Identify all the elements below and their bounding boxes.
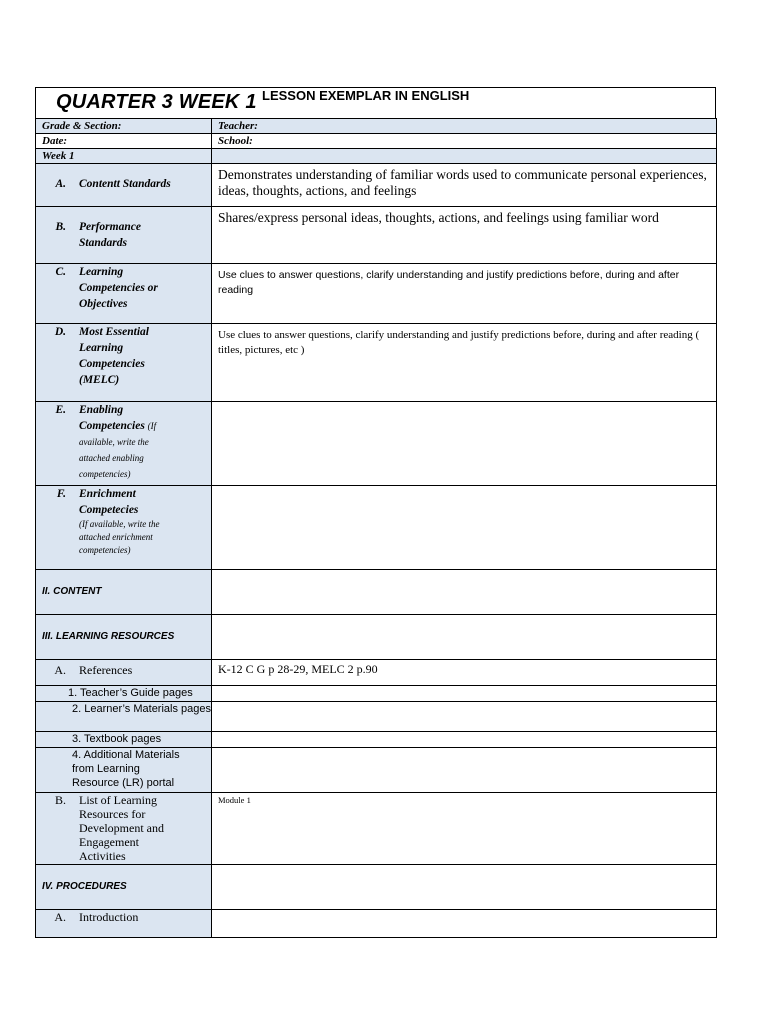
teachers-guide-row — [36, 686, 717, 702]
lesson-exemplar-document — [35, 87, 716, 938]
title-bar — [35, 87, 716, 118]
enabling-competencies-row — [36, 402, 717, 486]
learning-resources-section-row — [36, 615, 717, 660]
week-row — [36, 149, 717, 164]
content-section-row — [36, 570, 717, 615]
additional-materials-row — [36, 748, 717, 793]
content-standards-label-cell: A. Contentt Standards — [36, 164, 212, 207]
lesson-table — [35, 118, 717, 938]
additional-materials-label: 4. Additional Materials from Learning Resource (LR) portal — [36, 748, 212, 793]
references-label-cell: A. References — [36, 660, 212, 686]
textbook-pages-value — [212, 732, 717, 748]
textbook-pages-row — [36, 732, 717, 748]
learners-materials-value — [212, 702, 717, 732]
list-resources-row — [36, 793, 717, 865]
performance-standards-value: Shares/express personal ideas, thoughts, actions, and feelings using familiar word — [212, 207, 717, 264]
grade-section-label: Grade & Section: — [36, 119, 212, 134]
learners-materials-row — [36, 702, 717, 732]
additional-materials-value — [212, 748, 717, 793]
content-standards-row — [36, 164, 717, 207]
week-value — [212, 149, 717, 164]
week-label: Week 1 — [36, 149, 212, 164]
enrichment-competencies-value — [212, 486, 717, 570]
learning-resources-section-value — [212, 615, 717, 660]
introduction-row — [36, 910, 717, 938]
grade-teacher-row — [36, 119, 717, 134]
performance-standards-row — [36, 207, 717, 264]
procedures-section-row — [36, 865, 717, 910]
date-label: Date: — [36, 134, 212, 149]
melc-value: Use clues to answer questions, clarify understanding and justify predictions before, during and after reading ( titles, pictures, etc ) — [212, 324, 717, 402]
references-row — [36, 660, 717, 686]
textbook-pages-label: 3. Textbook pages — [36, 732, 212, 748]
melc-row — [36, 324, 717, 402]
introduction-value — [212, 910, 717, 938]
content-standards-value: Demonstrates understanding of familiar words used to communicate personal experiences, ideas, thoughts, actions, and feelings — [212, 164, 717, 207]
introduction-label-cell: A. Introduction — [36, 910, 212, 938]
procedures-section-label: IV. PROCEDURES — [36, 865, 212, 910]
references-value: K-12 C G p 28-29, MELC 2 p.90 — [212, 660, 717, 686]
teachers-guide-label: 1. Teacher’s Guide pages — [36, 686, 212, 702]
enrichment-competencies-label-cell: F. Enrichment Competecies (If available, write the attached enrichment competencies) — [36, 486, 212, 570]
learning-competencies-label-cell: C. Learning Competencies or Objectives — [36, 264, 212, 324]
content-section-value — [212, 570, 717, 615]
learning-competencies-value: Use clues to answer questions, clarify understanding and justify predictions before, during and after reading — [212, 264, 717, 324]
enrichment-competencies-row — [36, 486, 717, 570]
learners-materials-label: 2. Learner’s Materials pages — [36, 702, 212, 732]
teacher-label: Teacher: — [212, 119, 717, 134]
list-resources-value: Module 1 — [212, 793, 717, 865]
school-label: School: — [212, 134, 717, 149]
date-school-row — [36, 134, 717, 149]
learning-competencies-row — [36, 264, 717, 324]
list-resources-label-cell: B. List of Learning Resources for Development and Engagement Activities — [36, 793, 212, 865]
learning-resources-section-label: III. LEARNING RESOURCES — [36, 615, 212, 660]
melc-label-cell: D. Most Essential Learning Competencies (MELC) — [36, 324, 212, 402]
enabling-competencies-label-cell: E. Enabling Competencies (If available, write the attached enabling competencies) — [36, 402, 212, 486]
teachers-guide-value — [212, 686, 717, 702]
enabling-competencies-value — [212, 402, 717, 486]
performance-standards-label-cell: B. Performance Standards — [36, 207, 212, 264]
content-section-label: II. CONTENT — [36, 570, 212, 615]
procedures-section-value — [212, 865, 717, 910]
quarter-week-title: QUARTER 3 WEEK 1 — [56, 91, 257, 113]
lesson-exemplar-subtitle: LESSON EXEMPLAR IN ENGLISH — [262, 88, 470, 103]
